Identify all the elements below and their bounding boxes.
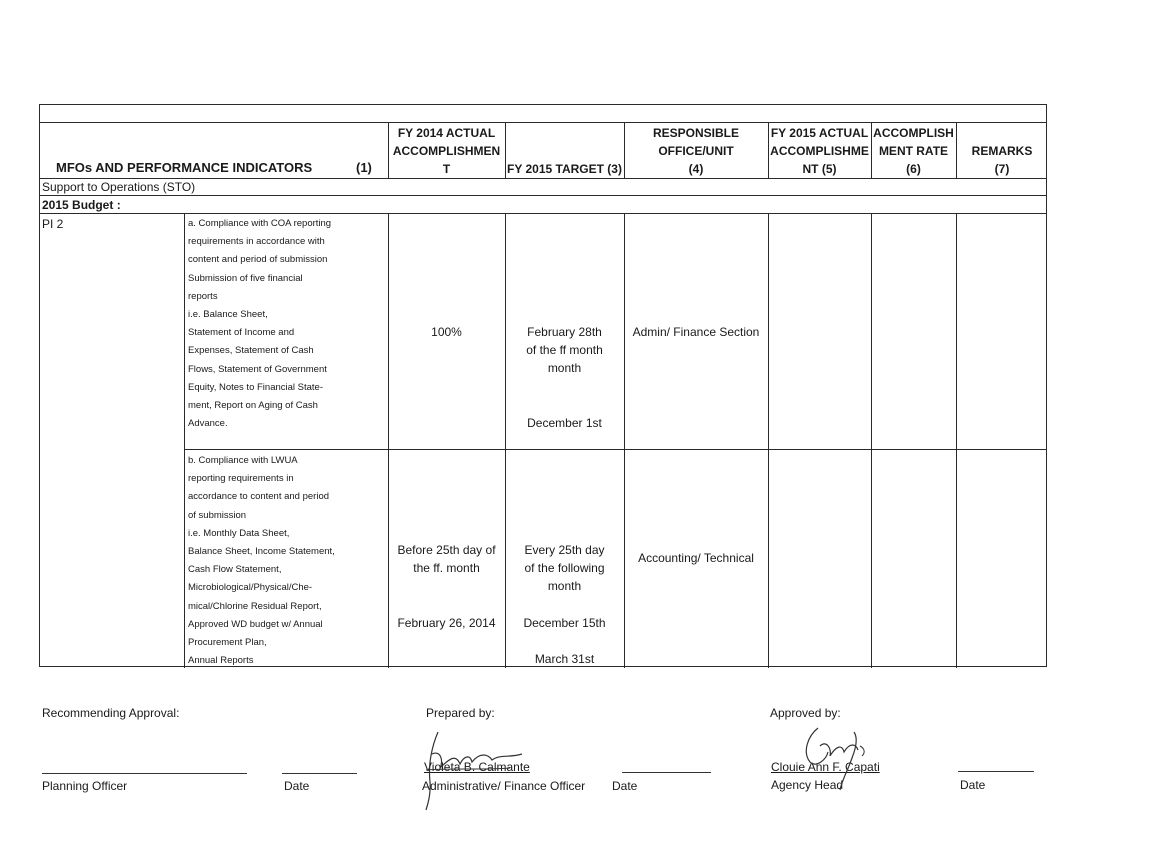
header-fy2015-actual: FY 2015 ACTUAL ACCOMPLISHME NT (5) [770, 126, 869, 176]
row-b-target-2: December 15th [523, 616, 606, 630]
row-a-fy2014: 100% [431, 325, 462, 339]
date-line [958, 771, 1034, 772]
row-b-target-1: Every 25th day of the following month [524, 543, 605, 593]
preparer-name: Violeta B. Calmante [424, 760, 530, 774]
header-remarks: REMARKS (7) [971, 144, 1033, 176]
header-fy2015-target: FY 2015 TARGET (3) [507, 162, 622, 176]
prepared-by-label: Prepared by: [426, 706, 495, 720]
header-accomplishment-rate: ACCOMPLISH MENT RATE (6) [873, 126, 954, 176]
preparer-signature-icon [410, 724, 540, 814]
table-rule [40, 178, 1046, 179]
approver-signature-icon [796, 718, 886, 798]
indicator-a: a. Compliance with COA reporting requirements in accordance with content and period of submission Submission of five financial reports i.e. Balance Sheet, Statement of Income and Expenses, Statement of Cash Flows, Statement of Government Equity, Notes to Financial State- ment, Report on Aging of Cash Advance. [188, 218, 332, 430]
approver-name: Clouie Ann F. Capati [771, 760, 880, 774]
table-rule [40, 195, 1046, 196]
performance-table [39, 104, 1047, 667]
row-b-fy2014-2: February 26, 2014 [397, 616, 496, 630]
section-support-operations: Support to Operations (STO) [42, 180, 196, 194]
row-a-target-1: February 28th of the ff month month [526, 325, 603, 375]
date-label: Date [284, 779, 310, 793]
row-a-target-2: December 1st [527, 416, 602, 430]
header-responsible-office: RESPONSIBLE OFFICE/UNIT (4) [652, 126, 739, 176]
date-label: Date [612, 779, 638, 793]
indicator-b: b. Compliance with LWUA reporting requirements in accordance to content and period of submission i.e. Monthly Data Sheet, Balance Sheet, Income Statement, Cash Flow Statement, Microbiological/Physical/Che- mical/Chlorine Residual Report, Approved WD budget w/ Annual Procurement Plan, Annual Reports [188, 455, 335, 667]
header-fy2014-actual: FY 2014 ACTUAL ACCOMPLISHMEN T [392, 126, 501, 176]
header-mfo: MFOs AND PERFORMANCE INDICATORS [56, 160, 313, 175]
approver-title: Agency Head [771, 778, 844, 792]
date-label: Date [960, 778, 986, 792]
approved-by-label: Approved by: [770, 706, 841, 720]
date-line [622, 772, 711, 773]
table-rule [40, 122, 1046, 123]
pi-label: PI 2 [42, 217, 64, 231]
preparer-title: Administrative/ Finance Officer [422, 779, 586, 793]
section-budget: 2015 Budget : [42, 198, 121, 212]
row-b-target-3: March 31st [534, 652, 595, 666]
planning-officer-line [42, 773, 247, 774]
date-line [282, 773, 357, 774]
recommending-approval-label: Recommending Approval: [42, 706, 180, 720]
planning-officer-label: Planning Officer [42, 779, 128, 793]
header-mfo-number: (1) [356, 160, 372, 175]
row-a-office: Admin/ Finance Section [632, 325, 760, 339]
table-rule [40, 213, 1046, 214]
row-b-fy2014-1: Before 25th day of the ff. month [397, 543, 496, 575]
table-rule [184, 449, 1046, 450]
row-b-office: Accounting/ Technical [638, 551, 754, 565]
